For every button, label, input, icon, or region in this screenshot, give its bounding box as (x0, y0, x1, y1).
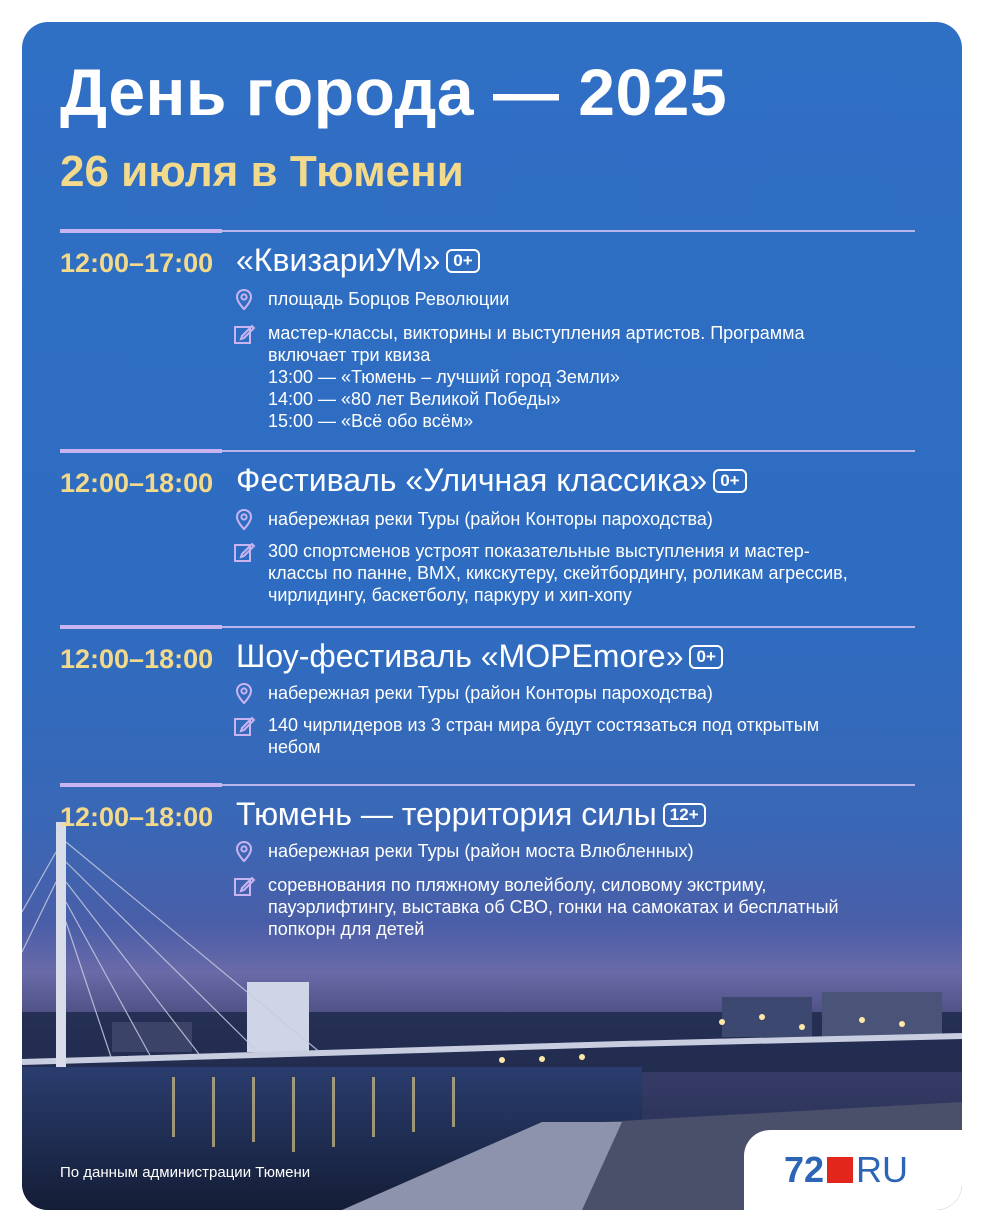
event-divider (60, 230, 915, 232)
edit-note-icon (232, 874, 256, 898)
event-time: 12:00–18:00 (60, 468, 214, 498)
page-subtitle: 26 июля в Тюмени (60, 147, 464, 196)
edit-note-icon (232, 540, 256, 564)
age-badge: 12+ (663, 803, 706, 827)
event-place-text: площадь Борцов Революции (268, 289, 510, 309)
map-pin-icon (232, 840, 256, 864)
event-title-text: Шоу-фестиваль «МОРЕmore» (236, 638, 684, 674)
logo-square-icon (827, 1157, 853, 1183)
event-time: 12:00–18:00 (60, 802, 214, 832)
event-title-text: «КвизариУМ» (236, 242, 441, 278)
edit-note-icon (232, 322, 256, 346)
event-title (236, 462, 747, 499)
logo-suffix: RU (856, 1149, 909, 1190)
event-place-text: набережная реки Туры (район моста Влюбленных) (268, 841, 694, 861)
event-divider (60, 450, 915, 452)
map-pin-icon (232, 682, 256, 706)
edit-note-icon (232, 714, 256, 738)
event-time: 12:00–18:00 (60, 644, 214, 674)
age-badge: 0+ (689, 645, 722, 669)
event-description-text: соревнования по пляжному волейболу, силовому экстриму, пауэрлифтингу, выставка об СВО, гонки на самокатах и бесплатный попкорн для детей (268, 875, 839, 939)
event-title (236, 638, 723, 675)
logo-box[interactable] (744, 1130, 962, 1210)
map-pin-icon (232, 508, 256, 532)
page-title: День города — 2025 (60, 55, 728, 129)
event-title-text: Фестиваль «Уличная классика» (236, 462, 708, 498)
event-divider (60, 626, 915, 628)
event-title (236, 242, 480, 279)
event-description-text: 300 спортсменов устроят показательные выступления и мастер- классы по панне, BMX, кикскутеру, скейтбордингу, роликам агрессив, чирлидингу, баскетболу, паркуру и хип-хопу (268, 541, 848, 605)
event-title (236, 796, 706, 833)
source-note: По данным администрации Тюмени (60, 1164, 311, 1181)
map-pin-icon (232, 288, 256, 312)
logo-number: 72 (784, 1149, 825, 1190)
event-description-text: 140 чирлидеров из 3 стран мира будут состязаться под открытым небом (268, 715, 820, 757)
event-divider (60, 784, 915, 786)
site-logo[interactable] (784, 1150, 908, 1190)
event-place-text: набережная реки Туры (район Конторы пароходства) (268, 683, 713, 703)
event-place-text: набережная реки Туры (район Конторы пароходства) (268, 509, 713, 529)
event-description-text: мастер-классы, викторины и выступления артистов. Программа включает три квиза 13:00 — «Тюмень – лучший город Земли» 14:00 — «80 лет Великой Победы» 15:00 — «Всё обо всём» (268, 323, 805, 431)
age-badge: 0+ (713, 469, 746, 493)
age-badge: 0+ (446, 249, 479, 273)
event-title-text: Тюмень — территория силы (236, 796, 657, 832)
event-time: 12:00–17:00 (60, 248, 214, 278)
poster-card (22, 22, 962, 1210)
